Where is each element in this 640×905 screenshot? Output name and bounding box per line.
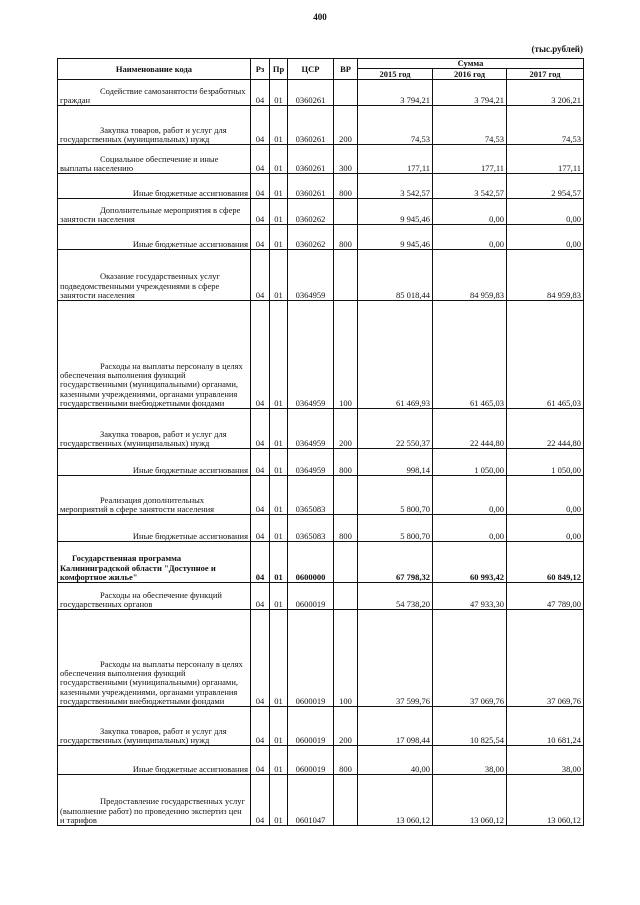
row-sum-2015: 9 945,46: [358, 199, 433, 225]
row-vr: 800: [334, 449, 358, 476]
row-csr: 0601047: [288, 775, 334, 826]
row-sum-2016: 0,00: [433, 515, 507, 542]
units-label: (тыс.рублей): [531, 44, 583, 54]
row-pr: 01: [270, 542, 288, 583]
row-csr: 0365083: [288, 476, 334, 515]
table-header: [58, 59, 584, 80]
row-sum-2017: 84 959,83: [507, 250, 584, 301]
row-sum-2015: 177,11: [358, 145, 433, 174]
row-vr: 800: [334, 746, 358, 775]
row-name: Иные бюджетные ассигнования: [58, 746, 251, 775]
row-csr: 0364959: [288, 449, 334, 476]
row-pr: 01: [270, 746, 288, 775]
table-row: [58, 409, 584, 449]
row-name: Иные бюджетные ассигнования: [58, 225, 251, 250]
row-vr: 200: [334, 409, 358, 449]
row-rz: 04: [251, 250, 270, 301]
row-sum-2017: 3 206,21: [507, 80, 584, 106]
table-row: [58, 301, 584, 409]
row-csr: 0600019: [288, 746, 334, 775]
row-sum-2015: 37 599,76: [358, 610, 433, 707]
row-rz: 04: [251, 775, 270, 826]
row-rz: 04: [251, 707, 270, 746]
row-name: Расходы на выплаты персоналу в целях обеспечения выполнения функций государственными (муниципальными) органами, казенными учреждениями, органами управления государственными внебюджетными фондами: [58, 610, 251, 707]
row-rz: 04: [251, 174, 270, 199]
row-csr: 0364959: [288, 301, 334, 409]
table-row: [58, 610, 584, 707]
row-sum-2015: 74,53: [358, 106, 433, 145]
row-sum-2016: 1 050,00: [433, 449, 507, 476]
row-vr: 800: [334, 225, 358, 250]
row-name: Предоставление государственных услуг (выполнение работ) по проведению экспертиз цен и тарифов: [58, 775, 251, 826]
row-name: Иные бюджетные ассигнования: [58, 449, 251, 476]
row-pr: 01: [270, 174, 288, 199]
header-year-2015: 2015 год: [358, 69, 433, 80]
table-row: [58, 80, 584, 106]
row-sum-2016: 0,00: [433, 199, 507, 225]
row-sum-2015: 22 550,37: [358, 409, 433, 449]
row-sum-2016: 10 825,54: [433, 707, 507, 746]
row-sum-2016: 84 959,83: [433, 250, 507, 301]
row-csr: 0364959: [288, 409, 334, 449]
row-sum-2016: 38,00: [433, 746, 507, 775]
row-name: Содействие самозанятости безработных граждан: [58, 80, 251, 106]
row-vr: [334, 583, 358, 610]
row-pr: 01: [270, 301, 288, 409]
row-rz: 04: [251, 409, 270, 449]
row-sum-2016: 0,00: [433, 225, 507, 250]
row-pr: 01: [270, 106, 288, 145]
header-csr: ЦСР: [288, 59, 334, 80]
header-pr: Пр: [270, 59, 288, 80]
row-pr: 01: [270, 449, 288, 476]
row-sum-2017: 47 789,00: [507, 583, 584, 610]
table-row: [58, 250, 584, 301]
row-name: Государственная программа Калининградской области "Доступное и комфортное жилье": [58, 542, 251, 583]
row-sum-2017: 61 465,03: [507, 301, 584, 409]
row-rz: 04: [251, 199, 270, 225]
row-pr: 01: [270, 583, 288, 610]
row-pr: 01: [270, 225, 288, 250]
row-name: Оказание государственных услуг подведомственными учреждениями в сфере занятости населения: [58, 250, 251, 301]
row-sum-2015: 17 098,44: [358, 707, 433, 746]
row-sum-2015: 3 542,57: [358, 174, 433, 199]
row-rz: 04: [251, 476, 270, 515]
row-sum-2015: 13 060,12: [358, 775, 433, 826]
row-pr: 01: [270, 199, 288, 225]
row-name: Иные бюджетные ассигнования: [58, 174, 251, 199]
table-row: [58, 449, 584, 476]
row-pr: 01: [270, 476, 288, 515]
row-sum-2017: 37 069,76: [507, 610, 584, 707]
row-sum-2016: 0,00: [433, 476, 507, 515]
table-row: [58, 707, 584, 746]
row-vr: 200: [334, 106, 358, 145]
row-rz: 04: [251, 301, 270, 409]
row-pr: 01: [270, 707, 288, 746]
table-row: [58, 106, 584, 145]
row-csr: 0364959: [288, 250, 334, 301]
row-pr: 01: [270, 409, 288, 449]
row-csr: 0600019: [288, 707, 334, 746]
row-sum-2015: 998,14: [358, 449, 433, 476]
header-name: Наименование кода: [58, 59, 251, 80]
row-csr: 0360262: [288, 199, 334, 225]
row-vr: [334, 775, 358, 826]
row-pr: 01: [270, 250, 288, 301]
row-sum-2015: 54 738,20: [358, 583, 433, 610]
budget-table: [57, 58, 584, 826]
row-sum-2015: 5 800,70: [358, 515, 433, 542]
row-sum-2016: 37 069,76: [433, 610, 507, 707]
row-sum-2016: 47 933,30: [433, 583, 507, 610]
row-rz: 04: [251, 583, 270, 610]
row-sum-2017: 13 060,12: [507, 775, 584, 826]
row-name: Закупка товаров, работ и услуг для государственных (муниципальных) нужд: [58, 106, 251, 145]
row-vr: 100: [334, 610, 358, 707]
row-sum-2016: 13 060,12: [433, 775, 507, 826]
row-vr: [334, 542, 358, 583]
row-vr: [334, 80, 358, 106]
table-row: [58, 515, 584, 542]
row-pr: 01: [270, 145, 288, 174]
row-rz: 04: [251, 610, 270, 707]
row-sum-2015: 67 798,32: [358, 542, 433, 583]
row-name: Расходы на обеспечение функций государственных органов: [58, 583, 251, 610]
row-sum-2017: 60 849,12: [507, 542, 584, 583]
row-rz: 04: [251, 80, 270, 106]
row-pr: 01: [270, 80, 288, 106]
table-row: [58, 145, 584, 174]
row-vr: [334, 199, 358, 225]
header-year-2017: 2017 год: [507, 69, 584, 80]
row-csr: 0365083: [288, 515, 334, 542]
row-rz: 04: [251, 449, 270, 476]
row-rz: 04: [251, 515, 270, 542]
row-sum-2016: 74,53: [433, 106, 507, 145]
row-pr: 01: [270, 515, 288, 542]
row-sum-2015: 5 800,70: [358, 476, 433, 515]
row-sum-2017: 1 050,00: [507, 449, 584, 476]
row-rz: 04: [251, 542, 270, 583]
row-sum-2017: 0,00: [507, 476, 584, 515]
row-sum-2017: 0,00: [507, 225, 584, 250]
row-csr: 0360261: [288, 106, 334, 145]
row-name: Социальное обеспечение и иные выплаты населению: [58, 145, 251, 174]
table-row: [58, 542, 584, 583]
row-name: Закупка товаров, работ и услуг для государственных (муниципальных) нужд: [58, 707, 251, 746]
table-row: [58, 174, 584, 199]
row-sum-2017: 74,53: [507, 106, 584, 145]
row-sum-2017: 10 681,24: [507, 707, 584, 746]
row-sum-2016: 60 993,42: [433, 542, 507, 583]
row-vr: [334, 476, 358, 515]
row-vr: 100: [334, 301, 358, 409]
row-sum-2016: 22 444,80: [433, 409, 507, 449]
row-pr: 01: [270, 775, 288, 826]
row-csr: 0360261: [288, 174, 334, 199]
header-sum: Сумма: [358, 59, 584, 69]
row-name: Расходы на выплаты персоналу в целях обеспечения выполнения функций государственными (муниципальными) органами, казенными учреждениями, органами управления государственными внебюджетными фондами: [58, 301, 251, 409]
row-sum-2017: 0,00: [507, 515, 584, 542]
header-vr: ВР: [334, 59, 358, 80]
row-name: Иные бюджетные ассигнования: [58, 515, 251, 542]
row-sum-2015: 3 794,21: [358, 80, 433, 106]
row-rz: 04: [251, 145, 270, 174]
row-sum-2015: 40,00: [358, 746, 433, 775]
row-sum-2017: 0,00: [507, 199, 584, 225]
row-csr: 0600000: [288, 542, 334, 583]
row-sum-2016: 3 794,21: [433, 80, 507, 106]
row-csr: 0360261: [288, 80, 334, 106]
row-sum-2017: 22 444,80: [507, 409, 584, 449]
row-csr: 0360262: [288, 225, 334, 250]
header-year-2016: 2016 год: [433, 69, 507, 80]
row-name: Реализация дополнительных мероприятий в сфере занятости населения: [58, 476, 251, 515]
row-sum-2017: 38,00: [507, 746, 584, 775]
row-name: Закупка товаров, работ и услуг для государственных (муниципальных) нужд: [58, 409, 251, 449]
table-row: [58, 476, 584, 515]
row-csr: 0360261: [288, 145, 334, 174]
header-rz: Рз: [251, 59, 270, 80]
row-sum-2016: 61 465,03: [433, 301, 507, 409]
row-vr: 300: [334, 145, 358, 174]
row-rz: 04: [251, 225, 270, 250]
row-rz: 04: [251, 746, 270, 775]
row-sum-2015: 9 945,46: [358, 225, 433, 250]
row-vr: [334, 250, 358, 301]
table-row: [58, 746, 584, 775]
table-row: [58, 199, 584, 225]
page-number: 400: [313, 12, 327, 22]
row-pr: 01: [270, 610, 288, 707]
row-vr: 800: [334, 515, 358, 542]
row-sum-2017: 177,11: [507, 145, 584, 174]
row-sum-2017: 2 954,57: [507, 174, 584, 199]
row-csr: 0600019: [288, 610, 334, 707]
row-sum-2016: 177,11: [433, 145, 507, 174]
table-row: [58, 225, 584, 250]
row-sum-2015: 61 469,93: [358, 301, 433, 409]
row-vr: 800: [334, 174, 358, 199]
table-row: [58, 775, 584, 826]
table-row: [58, 583, 584, 610]
row-rz: 04: [251, 106, 270, 145]
row-name: Дополнительные мероприятия в сфере занятости населения: [58, 199, 251, 225]
row-csr: 0600019: [288, 583, 334, 610]
row-sum-2016: 3 542,57: [433, 174, 507, 199]
row-sum-2015: 85 018,44: [358, 250, 433, 301]
row-vr: 200: [334, 707, 358, 746]
